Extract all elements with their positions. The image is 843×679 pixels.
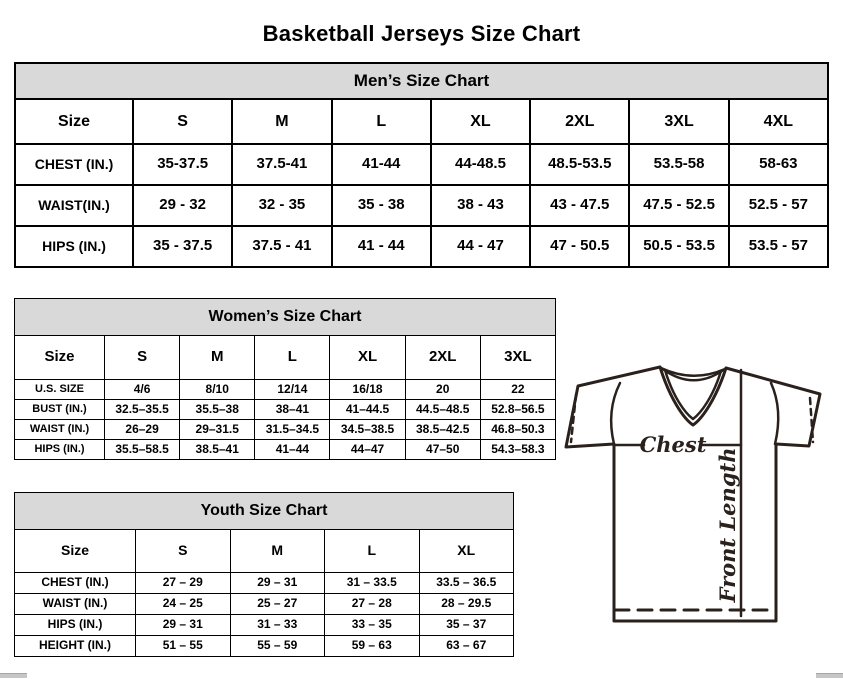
row-label: WAIST (IN.) xyxy=(15,420,105,440)
womens-table-title: Women’s Size Chart xyxy=(15,299,556,336)
size-value-cell: 48.5-53.5 xyxy=(530,144,629,185)
size-value-cell: 53.5 - 57 xyxy=(729,226,828,267)
size-value-cell: 33.5 – 36.5 xyxy=(419,573,514,594)
h-scrollbar-left-button[interactable] xyxy=(0,673,27,678)
column-header-row xyxy=(15,336,556,380)
size-value-cell: 25 – 27 xyxy=(230,594,325,615)
size-value-cell: 55 – 59 xyxy=(230,636,325,657)
column-header: 2XL xyxy=(530,99,629,144)
size-value-cell: 38 - 43 xyxy=(431,185,530,226)
row-label: WAIST(IN.) xyxy=(15,185,133,226)
size-value-cell: 41 - 44 xyxy=(332,226,431,267)
column-header: L xyxy=(325,530,420,573)
column-header: L xyxy=(332,99,431,144)
size-value-cell: 12/14 xyxy=(255,380,330,400)
row-label: HIPS (IN.) xyxy=(15,615,136,636)
row-label: HIPS (IN.) xyxy=(15,440,105,460)
table-title-row xyxy=(15,493,514,530)
size-value-cell: 44 - 47 xyxy=(431,226,530,267)
size-value-cell: 47 - 50.5 xyxy=(530,226,629,267)
column-header: 4XL xyxy=(729,99,828,144)
row-label: CHEST (IN.) xyxy=(15,573,136,594)
column-header: L xyxy=(255,336,330,380)
size-value-cell: 31 – 33 xyxy=(230,615,325,636)
column-header-row xyxy=(15,99,828,144)
size-value-cell: 22 xyxy=(480,380,555,400)
table-title-row xyxy=(15,63,828,99)
table-row xyxy=(15,594,514,615)
size-value-cell: 35 - 38 xyxy=(332,185,431,226)
size-value-cell: 29 - 32 xyxy=(133,185,232,226)
size-value-cell: 32 - 35 xyxy=(232,185,331,226)
column-header: M xyxy=(232,99,331,144)
size-value-cell: 28 – 29.5 xyxy=(419,594,514,615)
column-header: M xyxy=(180,336,255,380)
size-value-cell: 31 – 33.5 xyxy=(325,573,420,594)
table-row xyxy=(15,615,514,636)
table-row xyxy=(15,226,828,267)
size-value-cell: 54.3–58.3 xyxy=(480,440,555,460)
youth-table-title: Youth Size Chart xyxy=(15,493,514,530)
left-sleeve-seam xyxy=(611,383,620,444)
row-label: HEIGHT (IN.) xyxy=(15,636,136,657)
size-value-cell: 41-44 xyxy=(332,144,431,185)
size-value-cell: 34.5–38.5 xyxy=(330,420,405,440)
column-header: 3XL xyxy=(480,336,555,380)
h-scrollbar-right-button[interactable] xyxy=(816,673,843,678)
size-value-cell: 52.8–56.5 xyxy=(480,400,555,420)
column-header: S xyxy=(136,530,231,573)
table-row xyxy=(15,185,828,226)
row-label: U.S. SIZE xyxy=(15,380,105,400)
column-header: XL xyxy=(419,530,514,573)
mens-table-title: Men’s Size Chart xyxy=(15,63,828,99)
size-value-cell: 35.5–38 xyxy=(180,400,255,420)
size-value-cell: 16/18 xyxy=(330,380,405,400)
size-value-cell: 58-63 xyxy=(729,144,828,185)
size-value-cell: 37.5-41 xyxy=(232,144,331,185)
size-value-cell: 32.5–35.5 xyxy=(105,400,180,420)
chest-label: Chest xyxy=(639,432,707,457)
size-value-cell: 52.5 - 57 xyxy=(729,185,828,226)
table-title-row xyxy=(15,299,556,336)
table-row xyxy=(15,144,828,185)
size-value-cell: 35 - 37.5 xyxy=(133,226,232,267)
size-value-cell: 47–50 xyxy=(405,440,480,460)
size-value-cell: 35-37.5 xyxy=(133,144,232,185)
size-value-cell: 43 - 47.5 xyxy=(530,185,629,226)
size-value-cell: 33 – 35 xyxy=(325,615,420,636)
size-value-cell: 44.5–48.5 xyxy=(405,400,480,420)
column-header: XL xyxy=(330,336,405,380)
size-value-cell: 38–41 xyxy=(255,400,330,420)
jersey-outline-shape xyxy=(566,367,820,621)
table-row xyxy=(15,573,514,594)
row-label: WAIST (IN.) xyxy=(15,594,136,615)
front-length-label: Front Length xyxy=(715,447,740,603)
size-value-cell: 41–44 xyxy=(255,440,330,460)
size-value-cell: 20 xyxy=(405,380,480,400)
womens-size-table xyxy=(14,298,556,460)
youth-size-table xyxy=(14,492,514,657)
table-row xyxy=(15,420,556,440)
row-label: CHEST (IN.) xyxy=(15,144,133,185)
size-value-cell: 38.5–42.5 xyxy=(405,420,480,440)
size-value-cell: 63 – 67 xyxy=(419,636,514,657)
row-label: HIPS (IN.) xyxy=(15,226,133,267)
size-value-cell: 59 – 63 xyxy=(325,636,420,657)
size-value-cell: 8/10 xyxy=(180,380,255,400)
size-value-cell: 35 – 37 xyxy=(419,615,514,636)
table-row xyxy=(15,440,556,460)
size-value-cell: 41–44.5 xyxy=(330,400,405,420)
mens-size-table xyxy=(14,62,829,268)
jersey-measurement-diagram xyxy=(552,353,843,679)
column-header: XL xyxy=(431,99,530,144)
table-row xyxy=(15,380,556,400)
column-header: M xyxy=(230,530,325,573)
table-row xyxy=(15,400,556,420)
size-value-cell: 24 – 25 xyxy=(136,594,231,615)
size-value-cell: 37.5 - 41 xyxy=(232,226,331,267)
size-value-cell: 46.8–50.3 xyxy=(480,420,555,440)
size-value-cell: 53.5-58 xyxy=(629,144,728,185)
size-value-cell: 27 – 29 xyxy=(136,573,231,594)
size-value-cell: 50.5 - 53.5 xyxy=(629,226,728,267)
size-value-cell: 26–29 xyxy=(105,420,180,440)
size-value-cell: 47.5 - 52.5 xyxy=(629,185,728,226)
page-title: Basketball Jerseys Size Chart xyxy=(262,20,581,46)
column-header: S xyxy=(133,99,232,144)
size-value-cell: 29–31.5 xyxy=(180,420,255,440)
size-value-cell: 31.5–34.5 xyxy=(255,420,330,440)
table-row xyxy=(15,636,514,657)
column-header: 3XL xyxy=(629,99,728,144)
row-label: BUST (IN.) xyxy=(15,400,105,420)
size-value-cell: 44–47 xyxy=(330,440,405,460)
size-value-cell: 4/6 xyxy=(105,380,180,400)
column-header-row xyxy=(15,530,514,573)
size-header-label: Size xyxy=(15,530,136,573)
right-sleeve-seam xyxy=(771,383,778,444)
size-value-cell: 38.5–41 xyxy=(180,440,255,460)
size-value-cell: 44-48.5 xyxy=(431,144,530,185)
size-value-cell: 27 – 28 xyxy=(325,594,420,615)
size-header-label: Size xyxy=(15,336,105,380)
size-value-cell: 35.5–58.5 xyxy=(105,440,180,460)
column-header: S xyxy=(105,336,180,380)
size-header-label: Size xyxy=(15,99,133,144)
size-value-cell: 29 – 31 xyxy=(230,573,325,594)
column-header: 2XL xyxy=(405,336,480,380)
size-value-cell: 29 – 31 xyxy=(136,615,231,636)
size-value-cell: 51 – 55 xyxy=(136,636,231,657)
